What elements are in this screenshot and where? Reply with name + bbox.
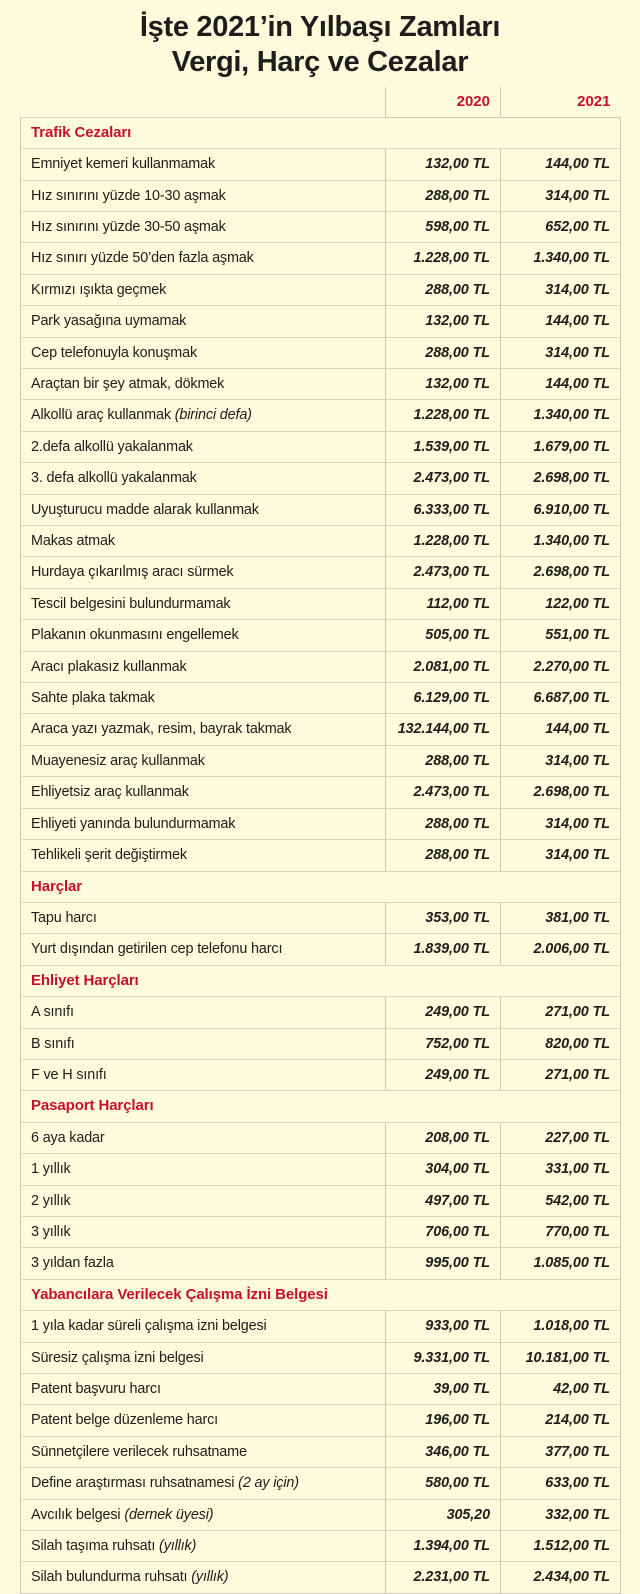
section-header-label: Pasaport Harçları (21, 1091, 621, 1122)
row-label-text: Hız sınırı yüzde 50’den fazla aşmak (31, 250, 254, 267)
table-row (21, 1499, 621, 1530)
table-row (21, 557, 621, 588)
table-row (21, 306, 621, 337)
row-value-2020: 132,00 TL (386, 369, 501, 400)
table-row (21, 1122, 621, 1153)
row-value-2020: 112,00 TL (386, 588, 501, 619)
row-label-text: Patent başvuru harcı (31, 1381, 161, 1397)
table-row (21, 369, 621, 400)
row-value-2021: 2.270,00 TL (501, 651, 621, 682)
row-label-text: Emniyet kemeri kullanmamak (31, 156, 216, 173)
table-row (21, 211, 621, 242)
table-row (21, 180, 621, 211)
row-label-text: 2 yıllık (31, 1192, 71, 1209)
table-section-row (21, 1091, 621, 1122)
row-value-2021: 314,00 TL (501, 274, 621, 305)
table-row (21, 1185, 621, 1216)
row-value-2021: 6.687,00 TL (501, 683, 621, 714)
table-row (21, 526, 621, 557)
row-value-2021: 381,00 TL (501, 902, 621, 933)
row-label (21, 149, 386, 180)
row-label (21, 211, 386, 242)
row-value-2021: 377,00 TL (501, 1436, 621, 1467)
row-label-text: Araca yazı yazmak, resim, bayrak takmak (31, 721, 292, 738)
table-row (21, 1311, 621, 1342)
fees-table (20, 87, 621, 1594)
row-value-2021: 42,00 TL (501, 1374, 621, 1405)
row-label (21, 1154, 386, 1185)
row-label-text: Tapu harcı (31, 909, 97, 926)
fees-table-container (0, 87, 640, 1594)
row-label-text: 2.defa alkollü yakalanmak (31, 438, 193, 455)
table-row (21, 1531, 621, 1562)
table-row (21, 1374, 621, 1405)
row-value-2020: 208,00 TL (386, 1122, 501, 1153)
row-value-2020: 346,00 TL (386, 1436, 501, 1467)
row-value-2021: 331,00 TL (501, 1154, 621, 1185)
row-value-2020: 1.539,00 TL (386, 431, 501, 462)
row-value-2020: 249,00 TL (386, 997, 501, 1028)
row-value-2021: 314,00 TL (501, 745, 621, 776)
row-label-text: 6 aya kadar (31, 1129, 105, 1146)
row-value-2021: 820,00 TL (501, 1028, 621, 1059)
row-value-2020: 288,00 TL (386, 745, 501, 776)
row-value-2020: 2.473,00 TL (386, 557, 501, 588)
table-row (21, 997, 621, 1028)
row-value-2020: 933,00 TL (386, 1311, 501, 1342)
row-value-2021: 144,00 TL (501, 714, 621, 745)
title-line-1: İşte 2021’in Yılbaşı Zamları (139, 11, 501, 43)
row-label-text: Kırmızı ışıkta geçmek (31, 281, 167, 298)
row-value-2021: 271,00 TL (501, 997, 621, 1028)
row-label-text: Silah bulundurma ruhsatı (31, 1569, 188, 1586)
row-label (21, 557, 386, 588)
row-label (21, 777, 386, 808)
row-label-qualifier: (yıllık) (159, 1538, 197, 1555)
row-label (21, 274, 386, 305)
table-row (21, 431, 621, 462)
table-header (21, 87, 621, 118)
table-section-row (21, 1279, 621, 1310)
row-label-qualifier: (2 ay için) (238, 1475, 299, 1492)
row-label (21, 1374, 386, 1405)
table-row (21, 400, 621, 431)
table-row (21, 902, 621, 933)
row-label-text: Süresiz çalışma izni belgesi (31, 1349, 204, 1366)
table-body (21, 117, 621, 1593)
row-label-text: Cep telefonuyla konuşmak (31, 344, 197, 361)
table-row (21, 714, 621, 745)
row-value-2021: 2.434,00 TL (501, 1562, 621, 1593)
row-label-text: Hurdaya çıkarılmış aracı sürmek (31, 564, 234, 581)
row-value-2021: 271,00 TL (501, 1059, 621, 1090)
row-label-text: Park yasağına uymamak (31, 313, 187, 330)
table-row (21, 243, 621, 274)
row-value-2020: 1.228,00 TL (386, 243, 501, 274)
row-value-2021: 314,00 TL (501, 808, 621, 839)
row-value-2021: 2.698,00 TL (501, 463, 621, 494)
header-year-2021: 2021 (501, 87, 621, 118)
row-value-2021: 1.679,00 TL (501, 431, 621, 462)
row-value-2020: 288,00 TL (386, 274, 501, 305)
row-label (21, 1468, 386, 1499)
row-value-2020: 2.473,00 TL (386, 463, 501, 494)
row-value-2021: 770,00 TL (501, 1216, 621, 1247)
table-row (21, 1216, 621, 1247)
row-value-2020: 132,00 TL (386, 306, 501, 337)
row-value-2020: 6.129,00 TL (386, 683, 501, 714)
row-value-2020: 288,00 TL (386, 337, 501, 368)
row-value-2020: 249,00 TL (386, 1059, 501, 1090)
row-value-2021: 2.698,00 TL (501, 777, 621, 808)
row-value-2021: 1.085,00 TL (501, 1248, 621, 1279)
table-section-row (21, 871, 621, 902)
table-row (21, 1342, 621, 1373)
row-value-2021: 314,00 TL (501, 840, 621, 871)
row-label-text: Aracı plakasız kullanmak (31, 658, 187, 675)
row-label (21, 1562, 386, 1593)
section-header-label: Trafik Cezaları (21, 117, 621, 148)
table-row (21, 494, 621, 525)
row-label (21, 526, 386, 557)
table-row (21, 1562, 621, 1593)
row-value-2021: 1.512,00 TL (501, 1531, 621, 1562)
page-title (0, 0, 640, 87)
row-value-2020: 598,00 TL (386, 211, 501, 242)
row-label-text: Plakanın okunmasını engellemek (31, 627, 239, 644)
row-value-2021: 122,00 TL (501, 588, 621, 619)
row-label (21, 1216, 386, 1247)
table-row (21, 745, 621, 776)
row-label-text: Muayenesiz araç kullanmak (31, 752, 205, 769)
row-value-2021: 332,00 TL (501, 1499, 621, 1530)
table-row (21, 683, 621, 714)
row-value-2021: 144,00 TL (501, 369, 621, 400)
table-row (21, 840, 621, 871)
row-label-qualifier: (yıllık) (191, 1569, 229, 1586)
table-section-row (21, 117, 621, 148)
row-label (21, 588, 386, 619)
row-value-2021: 314,00 TL (501, 180, 621, 211)
table-row (21, 463, 621, 494)
row-label (21, 1028, 386, 1059)
row-label-text: 3 yıllık (31, 1223, 71, 1240)
table-row (21, 149, 621, 180)
row-value-2020: 752,00 TL (386, 1028, 501, 1059)
row-label (21, 683, 386, 714)
row-label (21, 620, 386, 651)
row-value-2021: 6.910,00 TL (501, 494, 621, 525)
table-header-row (21, 87, 621, 118)
row-value-2020: 6.333,00 TL (386, 494, 501, 525)
row-value-2020: 1.839,00 TL (386, 934, 501, 965)
section-header-label: Harçlar (21, 871, 621, 902)
row-value-2021: 652,00 TL (501, 211, 621, 242)
table-row (21, 777, 621, 808)
row-label (21, 431, 386, 462)
row-label (21, 463, 386, 494)
section-header-label: Yabancılara Verilecek Çalışma İzni Belgesi (21, 1279, 621, 1310)
row-value-2021: 214,00 TL (501, 1405, 621, 1436)
row-value-2020: 304,00 TL (386, 1154, 501, 1185)
header-blank-cell (21, 87, 386, 118)
row-label-text: Ehliyeti yanında bulundurmamak (31, 815, 236, 832)
row-label-text: Araçtan bir şey atmak, dökmek (31, 376, 225, 392)
row-label (21, 1342, 386, 1373)
row-value-2020: 39,00 TL (386, 1374, 501, 1405)
row-label (21, 808, 386, 839)
row-value-2021: 1.340,00 TL (501, 400, 621, 431)
row-label (21, 840, 386, 871)
table-row (21, 808, 621, 839)
row-label-text: Tehlikeli şerit değiştirmek (31, 847, 187, 864)
row-value-2021: 1.340,00 TL (501, 526, 621, 557)
table-section-row (21, 965, 621, 996)
row-value-2020: 2.081,00 TL (386, 651, 501, 682)
row-label (21, 494, 386, 525)
row-value-2020: 9.331,00 TL (386, 1342, 501, 1373)
row-label-qualifier: (birinci defa) (174, 407, 252, 424)
row-label (21, 1436, 386, 1467)
row-label (21, 651, 386, 682)
row-label-text: Uyuşturucu madde alarak kullanmak (31, 501, 259, 518)
row-label (21, 997, 386, 1028)
row-label-text: Sahte plaka takmak (31, 690, 155, 707)
row-label-text: B sınıfı (31, 1035, 75, 1052)
row-label-text: Makas atmak (31, 533, 115, 550)
table-row (21, 1154, 621, 1185)
table-row (21, 588, 621, 619)
row-value-2021: 144,00 TL (501, 306, 621, 337)
table-row (21, 1468, 621, 1499)
row-label-text: Tescil belgesini bulundurmamak (31, 595, 231, 612)
table-row (21, 1028, 621, 1059)
row-value-2020: 196,00 TL (386, 1405, 501, 1436)
row-value-2020: 288,00 TL (386, 180, 501, 211)
row-label-text: Hız sınırını yüzde 10-30 aşmak (31, 187, 226, 204)
row-label (21, 934, 386, 965)
row-label-text: F ve H sınıfı (31, 1066, 107, 1083)
row-value-2020: 132,00 TL (386, 149, 501, 180)
row-label-text: Sünnetçilere verilecek ruhsatname (31, 1443, 247, 1460)
table-row (21, 934, 621, 965)
table-row (21, 1059, 621, 1090)
row-value-2020: 580,00 TL (386, 1468, 501, 1499)
row-value-2020: 2.231,00 TL (386, 1562, 501, 1593)
row-label (21, 1311, 386, 1342)
row-label (21, 400, 386, 431)
row-value-2021: 314,00 TL (501, 337, 621, 368)
table-row (21, 620, 621, 651)
row-value-2021: 1.340,00 TL (501, 243, 621, 274)
row-value-2020: 132.144,00 TL (386, 714, 501, 745)
row-value-2021: 2.698,00 TL (501, 557, 621, 588)
row-label (21, 745, 386, 776)
row-value-2020: 1.228,00 TL (386, 400, 501, 431)
row-label (21, 1248, 386, 1279)
row-value-2020: 353,00 TL (386, 902, 501, 933)
row-value-2021: 144,00 TL (501, 149, 621, 180)
row-label-text: 1 yıllık (31, 1161, 71, 1178)
row-label-text: 3 yıldan fazla (31, 1255, 114, 1272)
table-row (21, 1248, 621, 1279)
row-label (21, 243, 386, 274)
table-row (21, 1405, 621, 1436)
section-header-label: Ehliyet Harçları (21, 965, 621, 996)
row-label (21, 1059, 386, 1090)
row-label (21, 337, 386, 368)
row-label (21, 1122, 386, 1153)
table-row (21, 1436, 621, 1467)
row-label (21, 1185, 386, 1216)
row-value-2020: 288,00 TL (386, 840, 501, 871)
row-value-2020: 497,00 TL (386, 1185, 501, 1216)
row-label-text: Patent belge düzenleme harcı (31, 1412, 219, 1429)
row-label-text: 3. defa alkollü yakalanmak (31, 470, 197, 487)
row-value-2021: 542,00 TL (501, 1185, 621, 1216)
row-label-text: Alkollü araç kullanmak (31, 407, 171, 424)
row-value-2020: 706,00 TL (386, 1216, 501, 1247)
row-value-2021: 633,00 TL (501, 1468, 621, 1499)
row-label (21, 306, 386, 337)
row-value-2021: 10.181,00 TL (501, 1342, 621, 1373)
row-value-2020: 995,00 TL (386, 1248, 501, 1279)
table-row (21, 651, 621, 682)
row-label-text: Define araştırması ruhsatnamesi (31, 1475, 235, 1492)
row-value-2021: 227,00 TL (501, 1122, 621, 1153)
row-label-qualifier: (dernek üyesi) (124, 1506, 214, 1523)
row-label (21, 1405, 386, 1436)
row-value-2021: 551,00 TL (501, 620, 621, 651)
row-label (21, 1531, 386, 1562)
row-label (21, 180, 386, 211)
row-label-text: Avcılık belgesi (31, 1506, 121, 1523)
row-value-2021: 2.006,00 TL (501, 934, 621, 965)
row-label (21, 1499, 386, 1530)
row-value-2020: 1.394,00 TL (386, 1531, 501, 1562)
row-label-text: A sınıfı (31, 1004, 74, 1021)
row-value-2020: 505,00 TL (386, 620, 501, 651)
row-value-2020: 2.473,00 TL (386, 777, 501, 808)
row-value-2020: 305,20 (386, 1499, 501, 1530)
row-label-text: Ehliyetsiz araç kullanmak (31, 784, 189, 801)
title-line-2: Vergi, Harç ve Cezalar (171, 46, 469, 79)
row-label (21, 902, 386, 933)
row-label-text: Yurt dışından getirilen cep telefonu harcı (31, 941, 283, 958)
row-label (21, 714, 386, 745)
row-value-2020: 288,00 TL (386, 808, 501, 839)
table-row (21, 274, 621, 305)
row-label-text: 1 yıla kadar süreli çalışma izni belgesi (31, 1318, 267, 1335)
table-row (21, 337, 621, 368)
row-label-text: Hız sınırını yüzde 30-50 aşmak (31, 218, 226, 235)
row-value-2021: 1.018,00 TL (501, 1311, 621, 1342)
row-value-2020: 1.228,00 TL (386, 526, 501, 557)
row-label-text: Silah taşıma ruhsatı (31, 1538, 156, 1555)
header-year-2020: 2020 (386, 87, 501, 118)
row-label (21, 369, 386, 400)
